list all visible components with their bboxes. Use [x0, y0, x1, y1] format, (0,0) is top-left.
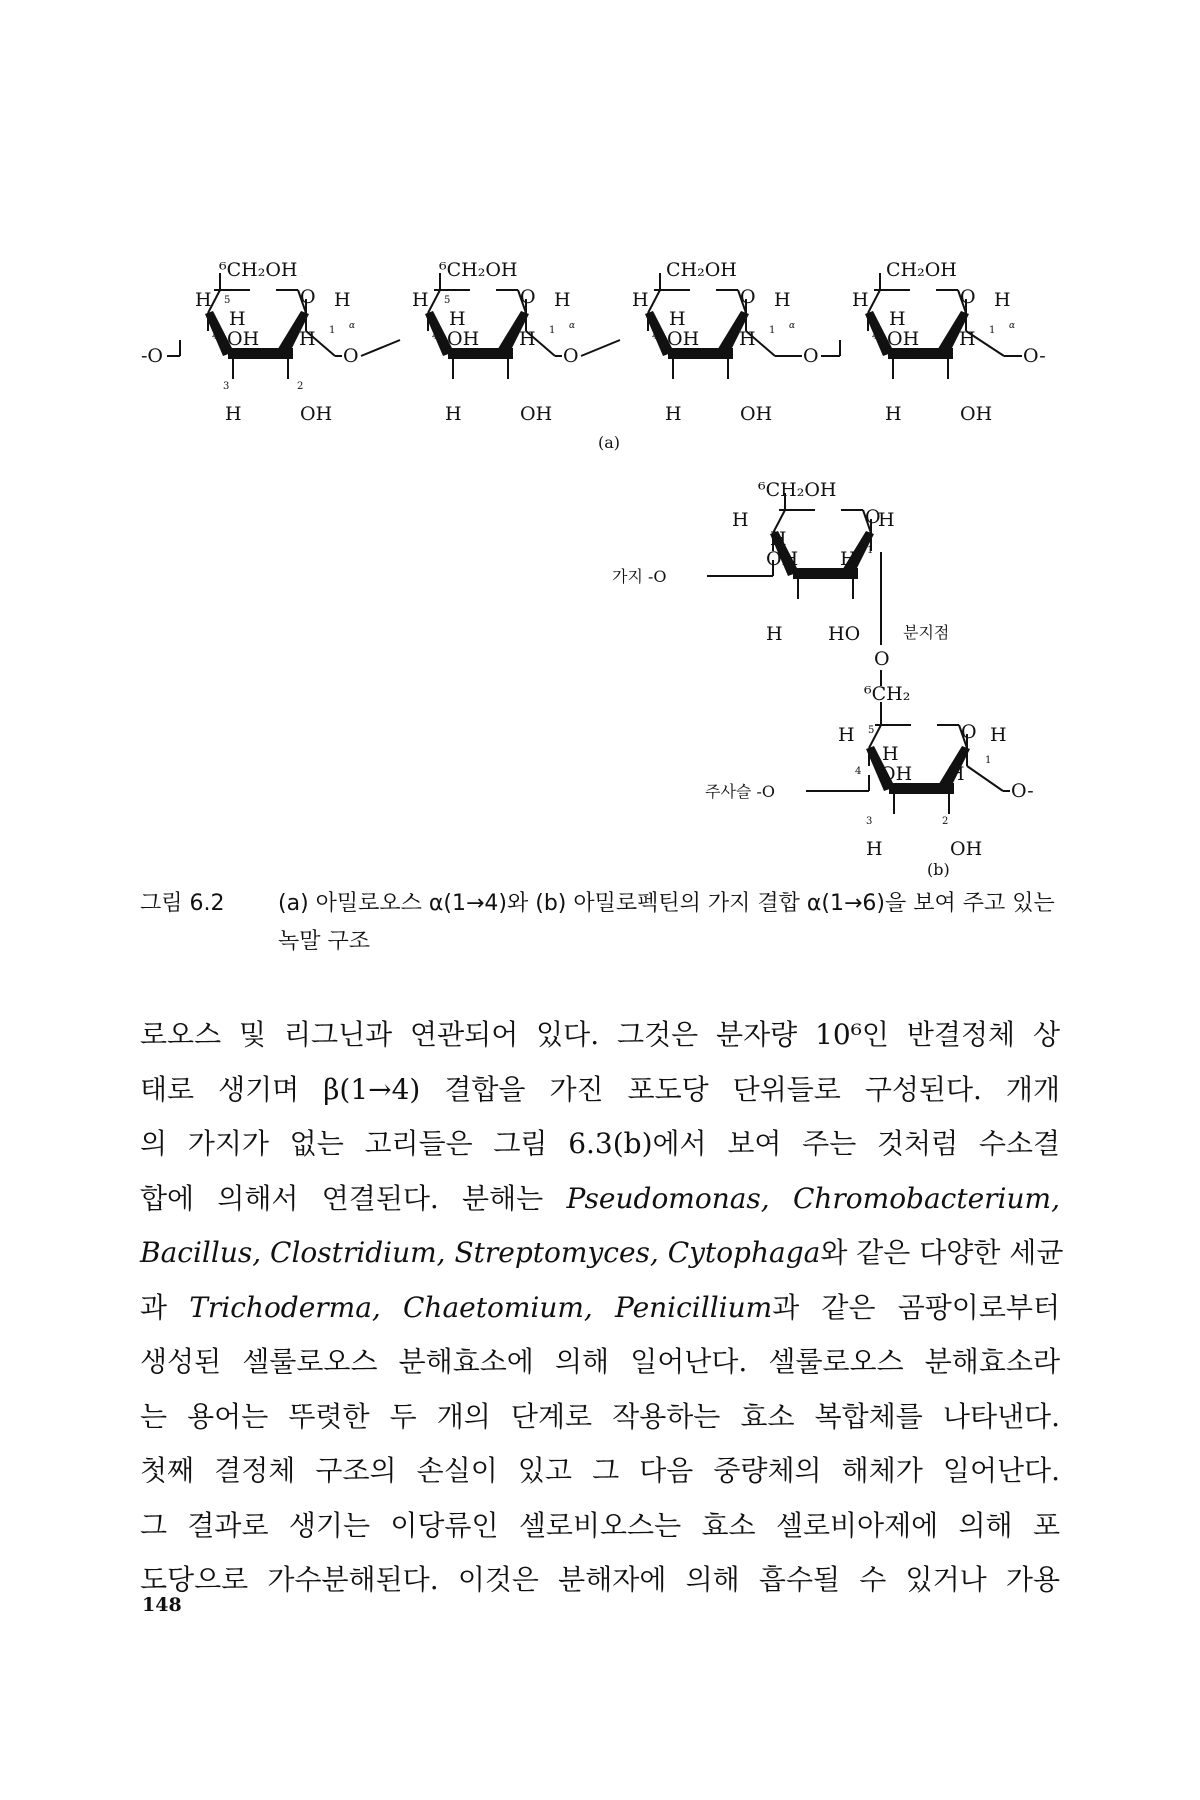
c3-h-label: H — [445, 403, 462, 425]
carbon-number-1: 1 — [549, 325, 556, 336]
c2-oh-label: OH — [520, 403, 553, 425]
text-segment: 합에 의해서 연결된다. 분해는 — [140, 1181, 567, 1215]
c1-h-label: H — [990, 724, 1007, 746]
c3-h-label: H — [665, 403, 682, 425]
ring-oxygen-label: O — [865, 506, 881, 528]
c4-oh-label: OH — [447, 328, 480, 350]
text-line: 그 결과로 생기는 이당류인 셀로비오스는 효소 셀로비아제에 의해 포 — [140, 1508, 1060, 1542]
c2-oh-label: HO — [828, 623, 861, 645]
carbon-number-1: 1 — [329, 325, 336, 336]
genus-names: Bacillus, Clostridium, Streptomyces, Cytophaga — [140, 1236, 821, 1269]
c4-oh-label: OH — [667, 328, 700, 350]
c1-ring-h-label: H — [299, 328, 316, 350]
text-segment: 와 같은 다양한 세균 — [820, 1236, 1064, 1269]
glycosidic-oxygen: O — [803, 345, 819, 367]
main-chain-glucose-unit — [838, 683, 1007, 860]
carbon-number-3: 3 — [866, 816, 873, 827]
c1-h-label: H — [774, 289, 791, 311]
c4-h-label: H — [889, 308, 906, 330]
text-line: 첫째 결정체 구조의 손실이 있고 그 다음 중량체의 해체가 일어난다. — [140, 1454, 1060, 1487]
branch-glucose-unit — [732, 479, 895, 645]
carbon-number-1: 1 — [989, 325, 996, 336]
c2-oh-label: OH — [960, 403, 993, 425]
glycosidic-oxygen: O — [343, 345, 359, 367]
c2-oh-label: OH — [950, 838, 983, 860]
chain-end-right: O- — [1023, 345, 1046, 367]
starch-structure-figure — [0, 0, 1200, 880]
c6-group-label: CH₂OH — [666, 259, 737, 281]
c6-group-label: ⁶CH₂OH — [758, 479, 837, 501]
c1-h-label: H — [334, 289, 351, 311]
caption-text: (a) 아밀로오스 α(1→4)와 (b) 아밀로펙틴의 가지 결합 α(1→6)을 보여 주고 있는 녹말 구조 — [278, 891, 1055, 954]
c4-h-label: H — [770, 528, 787, 550]
amylose-glucose-unit — [852, 259, 1015, 425]
carbon-number-2: 2 — [942, 816, 949, 827]
text-line — [140, 1226, 1064, 1281]
carbon-number-5: 5 — [444, 295, 451, 306]
amylose-glucose-unit — [632, 259, 795, 425]
carbon-number-4: 4 — [432, 331, 439, 342]
c6-group-label: ⁶CH₂ — [864, 683, 911, 705]
c2-oh-label: OH — [300, 403, 333, 425]
amylose-glucose-unit — [195, 259, 355, 425]
c6-group-label: CH₂OH — [886, 259, 957, 281]
page-number: 148 — [142, 1594, 182, 1616]
branch-chain-label: 가지 -O — [612, 567, 667, 586]
c4-oh-label: OH — [227, 328, 260, 350]
carbon-number-3: 3 — [223, 381, 230, 392]
alpha-label: α — [1009, 321, 1016, 331]
carbon-number-4: 4 — [872, 331, 879, 342]
ring-oxygen-label: O — [520, 286, 536, 308]
alpha-label: α — [789, 321, 796, 331]
c1-ring-h-label: H — [840, 548, 857, 570]
text-line: 생성된 셀룰로오스 분해효소에 의해 일어난다. 셀룰로오스 분해효소라 — [140, 1345, 1060, 1378]
amylose-glucose-unit — [412, 259, 575, 425]
c1-ring-h-label: H — [739, 328, 756, 350]
text-line — [140, 1281, 1060, 1336]
c5-h-label: H — [732, 509, 749, 531]
panel-label-b: (b) — [927, 860, 950, 879]
c1-ring-h-label: H — [959, 328, 976, 350]
c1-ring-h-label: H — [948, 763, 965, 785]
c4-oh-label: OH — [887, 328, 920, 350]
c3-h-label: H — [866, 838, 883, 860]
text-segment: 과 같은 곰팡이로부터 — [772, 1290, 1060, 1324]
genus-names: Pseudomonas, Chromobacterium, — [566, 1181, 1060, 1215]
branch-link-oxygen: O — [874, 648, 890, 670]
ring-oxygen-label: O — [300, 286, 316, 308]
text-line: 도당으로 가수분해된다. 이것은 분해자에 의해 흡수될 수 있거나 가용 — [140, 1563, 1060, 1596]
c4-h-label: H — [229, 308, 246, 330]
c6-group-label: ⁶CH₂OH — [439, 259, 518, 281]
text-segment: 과 — [140, 1290, 190, 1324]
text-line: 태로 생기며 β(1→4) 결합을 가진 포도당 단위들로 구성된다. 개개 — [140, 1072, 1060, 1106]
c6-group-label: ⁶CH₂OH — [219, 259, 298, 281]
c5-h-label: H — [195, 289, 212, 311]
branch-point-label: 분지점 — [903, 623, 950, 642]
main-chain-end: O- — [1011, 780, 1034, 802]
c3-h-label: H — [885, 403, 902, 425]
alpha-label: α — [349, 321, 356, 331]
text-line — [140, 1172, 1060, 1227]
ring-oxygen-label: O — [740, 286, 756, 308]
chain-end-left: -O — [141, 345, 163, 367]
ring-oxygen-label: O — [960, 286, 976, 308]
body-paragraph — [140, 1008, 1064, 1608]
c3-h-label: H — [766, 623, 783, 645]
panel-label-a: (a) — [598, 433, 621, 452]
c3-h-label: H — [225, 403, 242, 425]
carbon-number-5: 5 — [868, 725, 875, 736]
c1-h-label: H — [878, 509, 895, 531]
genus-names: Trichoderma, Chaetomium, Penicillium — [189, 1290, 773, 1324]
c2-oh-label: OH — [740, 403, 773, 425]
glycosidic-oxygen: O — [563, 345, 579, 367]
c4-oh-label: OH — [766, 548, 799, 570]
c4-h-label: H — [882, 743, 899, 765]
carbon-number-2: 2 — [297, 381, 304, 392]
c5-h-label: H — [852, 289, 869, 311]
c5-h-label: H — [412, 289, 429, 311]
c1-ring-h-label: H — [519, 328, 536, 350]
c5-h-label: H — [632, 289, 649, 311]
carbon-number-1: 1 — [985, 755, 992, 766]
c4-h-label: H — [449, 308, 466, 330]
figure-number: 그림 6.2 — [140, 891, 225, 916]
carbon-number-4: 4 — [652, 331, 659, 342]
c1-h-label: H — [554, 289, 571, 311]
carbon-number-4: 4 — [212, 331, 219, 342]
c4-oh-label: OH — [880, 763, 913, 785]
text-line: 로오스 및 리그닌과 연관되어 있다. 그것은 분자량 10⁶인 반결정체 상 — [140, 1018, 1060, 1051]
main-chain-label: 주사슬 -O — [705, 782, 775, 801]
carbon-number-1: 1 — [867, 545, 874, 556]
ring-oxygen-label: O — [961, 721, 977, 743]
text-line: 는 용어는 뚜렷한 두 개의 단계로 작용하는 효소 복합체를 나타낸다. — [140, 1399, 1060, 1433]
carbon-number-5: 5 — [224, 295, 231, 306]
c5-h-label: H — [838, 724, 855, 746]
text-line: 의 가지가 없는 고리들은 그림 6.3(b)에서 보여 주는 것처럼 수소결 — [140, 1127, 1060, 1160]
carbon-number-4: 4 — [855, 766, 862, 777]
alpha-label: α — [569, 321, 576, 331]
c1-h-label: H — [994, 289, 1011, 311]
c4-h-label: H — [669, 308, 686, 330]
carbon-number-1: 1 — [769, 325, 776, 336]
